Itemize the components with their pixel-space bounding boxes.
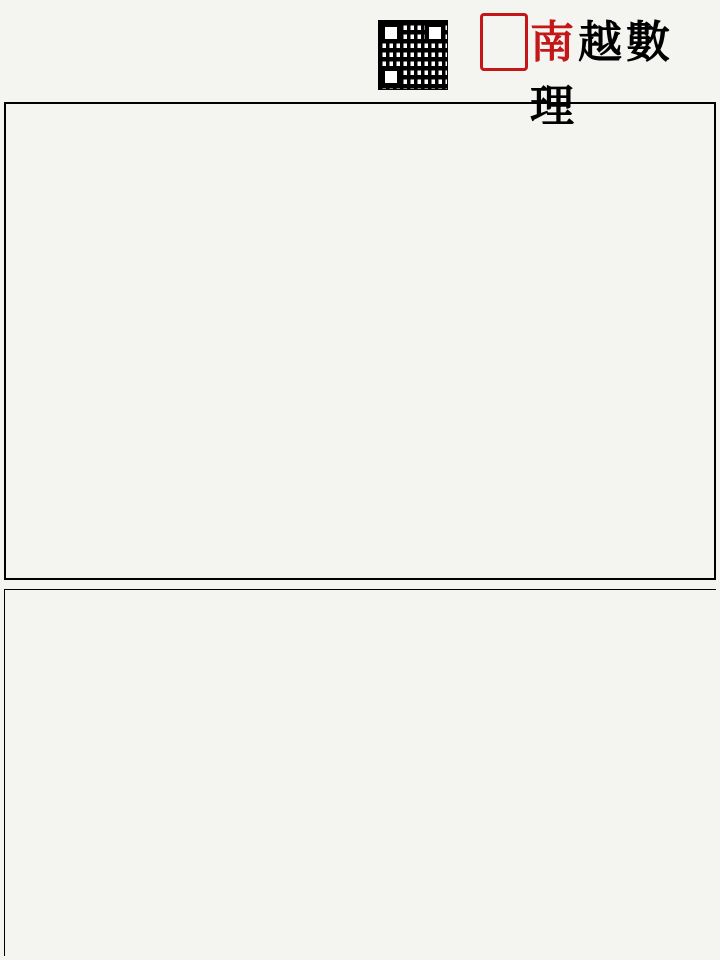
logo: 南越數理	[530, 17, 674, 132]
red-seal-stamp	[480, 13, 528, 71]
annual-luck-table	[4, 589, 716, 956]
header	[0, 0, 720, 132]
chart-grid	[4, 102, 716, 580]
qr-code-icon[interactable]	[378, 20, 448, 90]
